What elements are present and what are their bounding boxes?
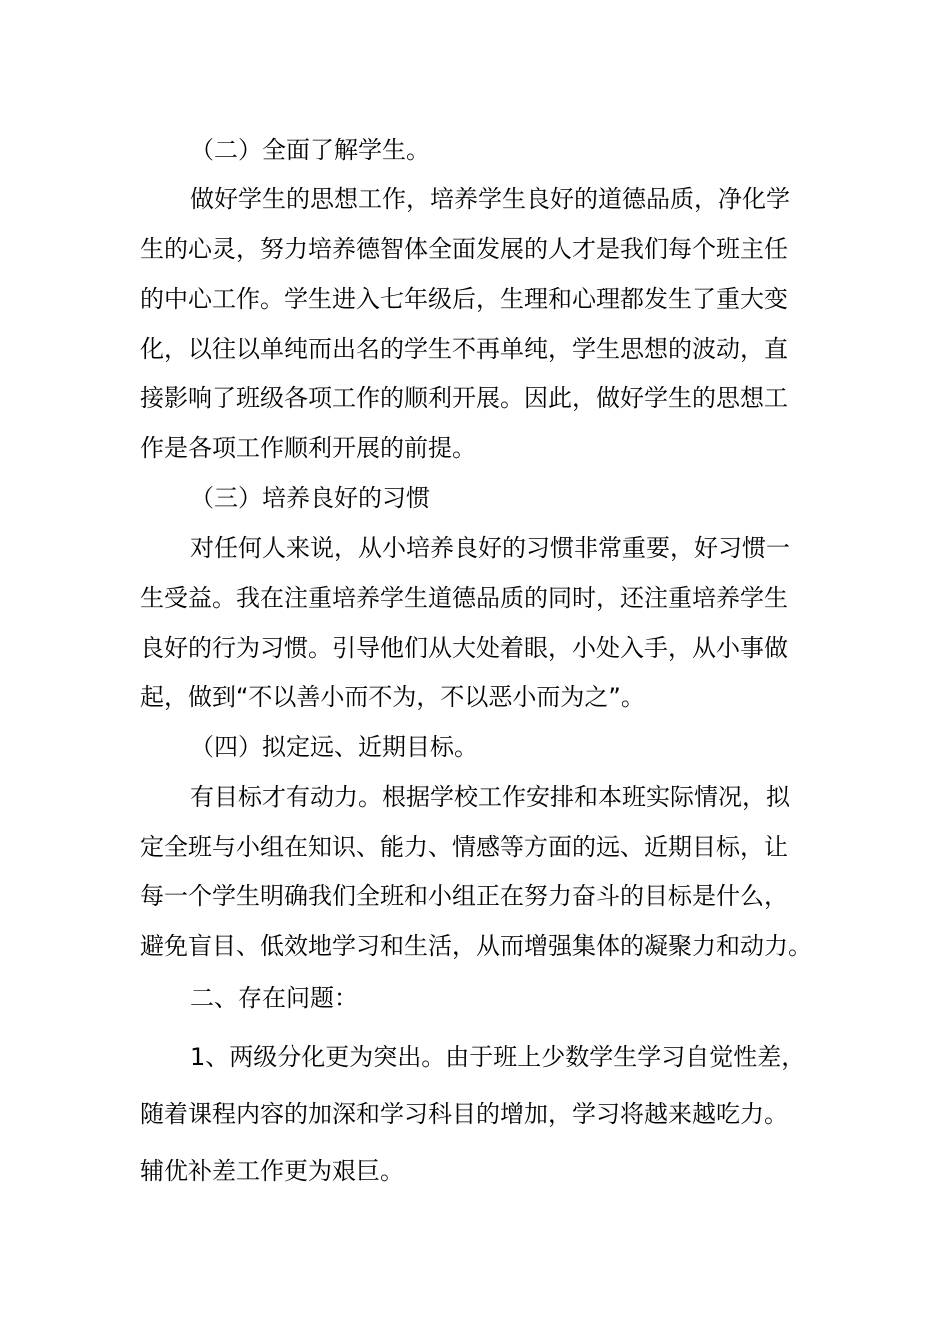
paragraph-line: 每一个学生明确我们全班和小组正在努力奋斗的目标是什么， bbox=[140, 882, 788, 910]
paragraph-line: 辅优补差工作更为艰巨。 bbox=[140, 1157, 404, 1185]
section-heading-2: （二）全面了解学生。 bbox=[190, 136, 430, 164]
paragraph-line: 避免盲目、低效地学习和生活，从而增强集体的凝聚力和动力。 bbox=[140, 932, 812, 960]
section-heading-problems: 二、存在问题： bbox=[190, 984, 358, 1012]
paragraph-line: 定全班与小组在知识、能力、情感等方面的远、近期目标，让 bbox=[140, 833, 788, 861]
paragraph-line: 做好学生的思想工作，培养学生良好的道德品质，净化学 bbox=[190, 185, 790, 213]
paragraph-line: 对任何人来说，从小培养良好的习惯非常重要，好习惯一 bbox=[190, 534, 790, 562]
section-heading-3: （三）培养良好的习惯 bbox=[190, 484, 430, 512]
paragraph-line: 的中心工作。学生进入七年级后，生理和心理都发生了重大变 bbox=[140, 285, 788, 313]
paragraph-line: 良好的行为习惯。引导他们从大处着眼，小处入手，从小事做 bbox=[140, 634, 788, 662]
section-heading-4: （四）拟定远、近期目标。 bbox=[190, 733, 478, 761]
paragraph-line: 作是各项工作顺利开展的前提。 bbox=[140, 434, 476, 462]
paragraph-line: 化，以往以单纯而出名的学生不再单纯，学生思想的波动，直 bbox=[140, 335, 788, 363]
paragraph-line: 随着课程内容的加深和学习科目的增加，学习将越来越吃力。 bbox=[140, 1100, 788, 1128]
paragraph-line: 生受益。我在注重培养学生道德品质的同时，还注重培养学生 bbox=[140, 584, 788, 612]
paragraph-line: 1、两级分化更为突出。由于班上少数学生学习自觉性差， bbox=[190, 1043, 806, 1071]
paragraph-line: 接影响了班级各项工作的顺利开展。因此，做好学生的思想工 bbox=[140, 384, 788, 412]
paragraph-line: 起，做到“不以善小而不为，不以恶小而为之”。 bbox=[140, 683, 645, 711]
paragraph-line: 有目标才有动力。根据学校工作安排和本班实际情况，拟 bbox=[190, 783, 790, 811]
paragraph-line: 生的心灵，努力培养德智体全面发展的人才是我们每个班主任 bbox=[140, 235, 788, 263]
